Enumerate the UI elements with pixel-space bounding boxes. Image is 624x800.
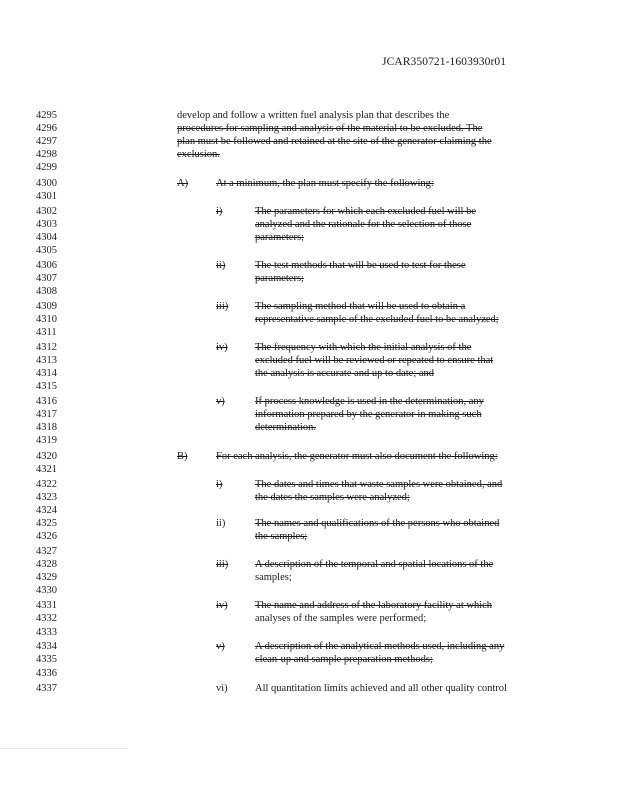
line-number: 4321 — [36, 464, 57, 475]
list-item-line: excluded fuel will be reviewed or repeated to ensure that — [255, 355, 494, 366]
line-number: 4328 — [36, 559, 57, 570]
line-number: 4334 — [36, 641, 57, 652]
line-number: 4315 — [36, 381, 57, 392]
line-number: 4301 — [36, 191, 57, 202]
line-number: 4307 — [36, 273, 57, 284]
line-number: 4333 — [36, 627, 57, 638]
list-item-line: The dates and times that waste samples were obtained, and — [255, 479, 503, 490]
line-number: 4337 — [36, 683, 57, 694]
list-item-line: parameters; — [255, 273, 304, 284]
list-item-line: A description of the analytical methods used, including any — [255, 641, 505, 652]
line-number: 4300 — [36, 178, 57, 189]
list-item-line: If process knowledge is used in the determination, any — [255, 396, 484, 407]
list-item-line: clean-up and sample preparation methods; — [255, 654, 433, 665]
line-number: 4319 — [36, 435, 57, 446]
section-b-marker: B) — [177, 451, 188, 462]
list-item-marker: iii) — [216, 301, 229, 312]
line-number: 4318 — [36, 422, 57, 433]
list-item-marker: vi) — [216, 683, 228, 694]
list-item-line: The sampling method that will be used to obtain a — [255, 301, 466, 312]
line-number: 4323 — [36, 492, 57, 503]
section-b-heading: For each analysis, the generator must also document the following: — [216, 451, 498, 462]
list-item-line: analyzed and the rationale for the selection of those — [255, 219, 472, 230]
line-number: 4329 — [36, 572, 57, 583]
line-number: 4317 — [36, 409, 57, 420]
list-item-line: The test methods that will be used to test for these — [255, 260, 466, 271]
line-number: 4297 — [36, 136, 57, 147]
line-number: 4327 — [36, 546, 57, 557]
list-item-line: The parameters for which each excluded fuel will be — [255, 206, 476, 217]
line-number: 4331 — [36, 600, 57, 611]
list-item-line: samples; — [255, 572, 292, 583]
list-item-line: determination. — [255, 422, 316, 433]
line-number: 4305 — [36, 245, 57, 256]
line-number: 4326 — [36, 531, 57, 542]
line-number: 4320 — [36, 451, 57, 462]
intro-line-unstruck: develop and follow a written fuel analysis plan that describes the — [177, 110, 450, 121]
line-number: 4304 — [36, 232, 57, 243]
line-number: 4324 — [36, 505, 57, 516]
list-item-line: representative sample of the excluded fuel to be analyzed; — [255, 314, 499, 325]
line-number: 4335 — [36, 654, 57, 665]
line-number: 4306 — [36, 260, 57, 271]
list-item-line: information prepared by the generator in making such — [255, 409, 482, 420]
list-item-marker: ii) — [216, 260, 226, 271]
list-item-marker: v) — [216, 396, 225, 407]
list-item-marker: i) — [216, 479, 223, 490]
line-number: 4336 — [36, 668, 57, 679]
list-item-marker: iv) — [216, 600, 228, 611]
line-number: 4298 — [36, 149, 57, 160]
line-number: 4322 — [36, 479, 57, 490]
footer-divider — [0, 748, 128, 749]
line-number: 4311 — [36, 327, 57, 338]
line-number: 4295 — [36, 110, 57, 121]
list-item-marker: iii) — [216, 559, 229, 570]
intro-line: plan must be followed and retained at the site of the generator claiming the — [177, 136, 492, 147]
line-number: 4316 — [36, 396, 57, 407]
list-item-line: analyses of the samples were performed; — [255, 613, 427, 624]
line-number: 4330 — [36, 585, 57, 596]
line-number: 4332 — [36, 613, 57, 624]
line-number: 4296 — [36, 123, 57, 134]
line-number: 4303 — [36, 219, 57, 230]
line-number: 4309 — [36, 301, 57, 312]
list-item-marker: iv) — [216, 342, 228, 353]
line-number: 4308 — [36, 286, 57, 297]
line-number: 4314 — [36, 368, 57, 379]
intro-line: exclusion. — [177, 149, 220, 160]
list-item-line: the dates the samples were analyzed; — [255, 492, 410, 503]
list-item-line: The names and qualifications of the persons who obtained — [255, 518, 500, 529]
intro-line: procedures for sampling and analysis of the material to be excluded. The — [177, 123, 483, 134]
line-number: 4325 — [36, 518, 57, 529]
list-item-line: A description of the temporal and spatial locations of the — [255, 559, 494, 570]
list-item-line: the analysis is accurate and up to date; and — [255, 368, 435, 379]
list-item-line: The name and address of the laboratory facility at which — [255, 600, 493, 611]
list-item-line: The frequency with which the initial analysis of the — [255, 342, 472, 353]
line-number: 4310 — [36, 314, 57, 325]
list-item-line: the samples; — [255, 531, 308, 542]
section-a-marker: A) — [177, 178, 189, 189]
section-a-heading: At a minimum, the plan must specify the following: — [216, 178, 434, 189]
document-header-code: JCAR350721-1603930r01 — [382, 56, 507, 68]
line-number: 4313 — [36, 355, 57, 366]
list-item-line: All quantitation limits achieved and all other quality control — [255, 683, 507, 694]
list-item-marker: ii) — [216, 518, 226, 529]
list-item-marker: v) — [216, 641, 225, 652]
list-item-line: parameters; — [255, 232, 304, 243]
list-item-marker: i) — [216, 206, 223, 217]
line-number: 4302 — [36, 206, 57, 217]
line-number: 4299 — [36, 162, 57, 173]
line-number: 4312 — [36, 342, 57, 353]
